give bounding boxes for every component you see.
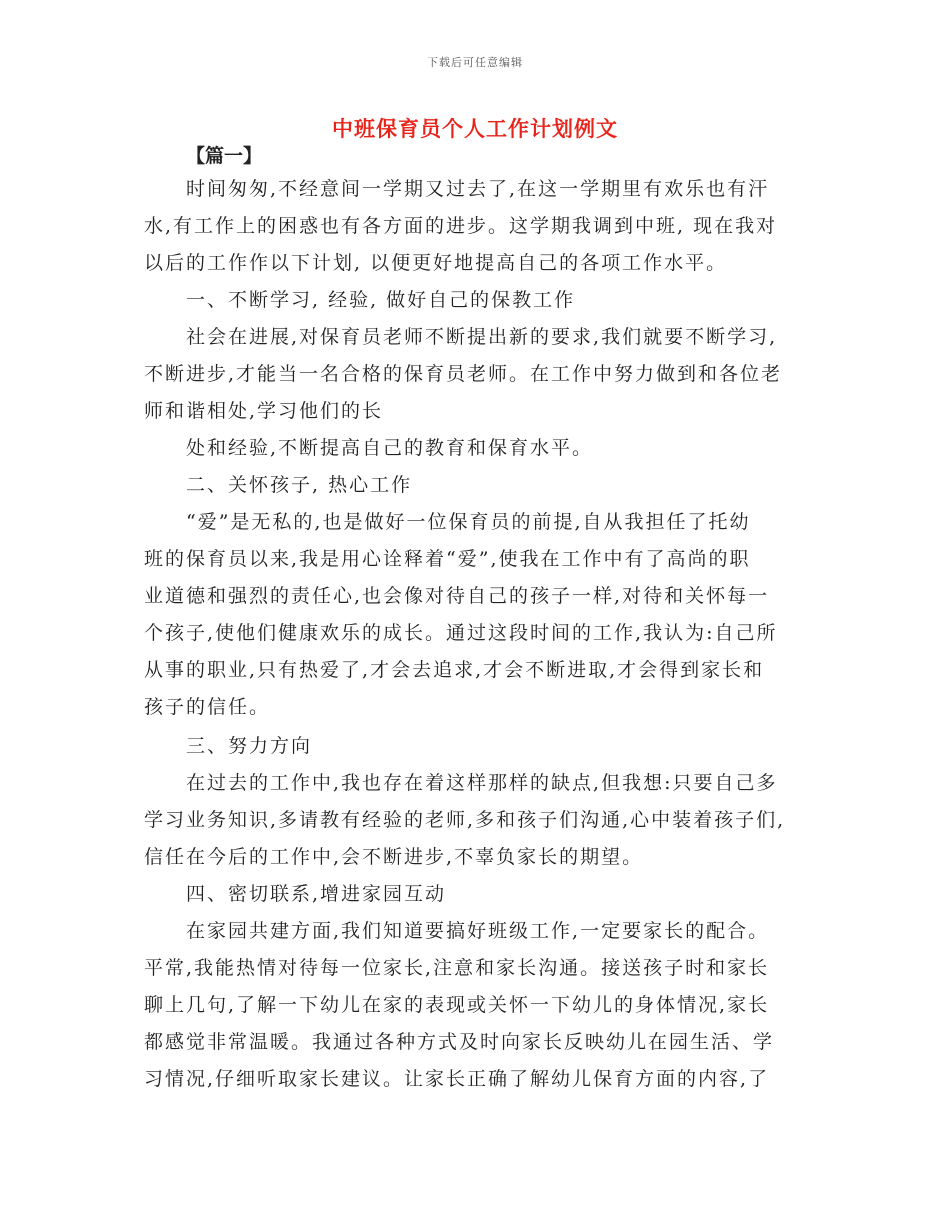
body-line: “爱”是无私的,也是做好一位保育员的前提,自从我担任了托幼 xyxy=(186,511,751,533)
body-line: 习情况,仔细听取家长建议。让家长正确了解幼儿保育方面的内容,了 xyxy=(144,1068,770,1090)
subheading-line: 四、密切联系,增进家园互动 xyxy=(186,883,447,905)
body-line: 班的保育员以来,我是用心诠释着“爱”,使我在工作中有了高尚的职 xyxy=(144,548,751,570)
subheading-line: 三、努力方向 xyxy=(186,735,313,757)
body-line: 学习业务知识,多请教有经验的老师,多和孩子们沟通,心中装着孩子们, xyxy=(144,809,786,831)
body-line: 处和经验,不断提高自己的教育和保育水平。 xyxy=(186,437,594,459)
body-line: 水,有工作上的困惑也有各方面的进步。这学期我调到中班, 现在我对 xyxy=(144,215,778,237)
body-line: 在家园共建方面,我们知道要搞好班级工作,一定要家长的配合。 xyxy=(186,920,770,942)
body-line: 平常,我能热情对待每一位家长,注意和家长沟通。接送孩子时和家长 xyxy=(144,957,770,979)
body-line: 聊上几句,了解一下幼儿在家的表现或关怀一下幼儿的身体情况,家长 xyxy=(144,994,770,1016)
document-title: 中班保育员个人工作计划例文 xyxy=(332,116,618,141)
subheading-line: 一、不断学习, 经验, 做好自己的保教工作 xyxy=(186,289,576,311)
body-line: 业道德和强烈的责任心,也会像对待自己的孩子一样,对待和关怀每一 xyxy=(144,585,770,607)
body-line: 社会在进展,对保育员老师不断提出新的要求,我们就要不断学习, xyxy=(186,326,778,348)
body-line: 时间匆匆,不经意间一学期又过去了,在这一学期里有欢乐也有汗 xyxy=(186,178,770,200)
body-line: 在过去的工作中,我也存在着这样那样的缺点,但我想:只要自己多 xyxy=(186,772,778,794)
subheading-line: 二、关怀孩子, 热心工作 xyxy=(186,474,413,496)
body-line: 信任在今后的工作中,会不断进步,不辜负家长的期望。 xyxy=(144,846,644,868)
body-line: 师和谐相处,学习他们的长 xyxy=(144,400,384,422)
body-line: 不断进步,才能当一名合格的保育员老师。在工作中努力做到和各位老 xyxy=(144,363,783,385)
header-note: 下载后可任意编辑 xyxy=(427,56,523,69)
body-line: 个孩子,使他们健康欢乐的成长。通过这段时间的工作,我认为:自己所 xyxy=(144,622,778,644)
body-line: 以后的工作作以下计划, 以便更好地提高自己的各项工作水平。 xyxy=(144,252,728,274)
body-line: 都感觉非常温暖。我通过各种方式及时向家长反映幼儿在园生活、学 xyxy=(144,1031,775,1053)
body-line: 孩子的信任。 xyxy=(144,696,271,718)
body-line: 从事的职业,只有热爱了,才会去追求,才会不断进取,才会得到家长和 xyxy=(144,659,765,681)
section-heading: 【篇一】 xyxy=(186,145,263,167)
